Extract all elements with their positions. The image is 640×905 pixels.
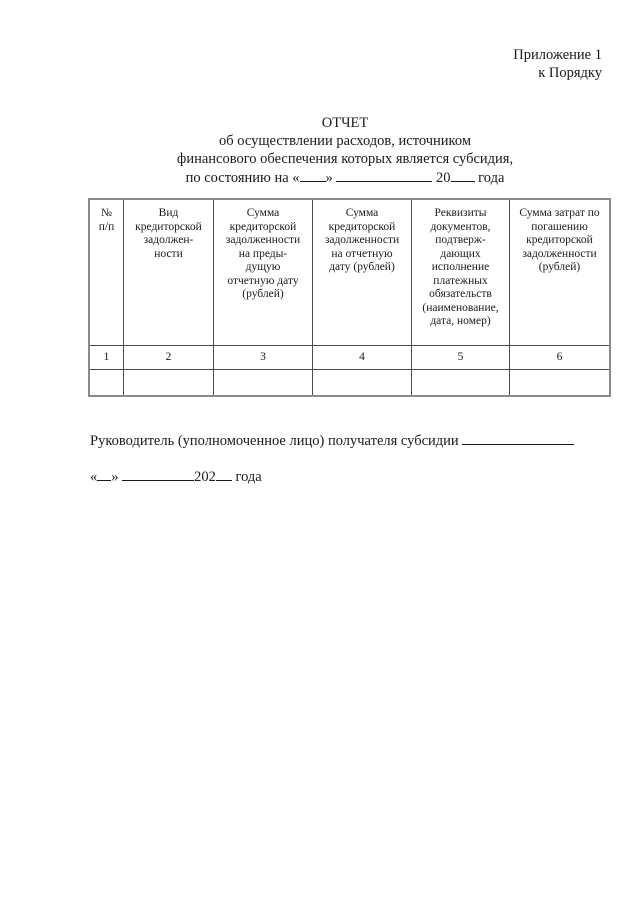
column-number-cell: 6 [510, 346, 611, 370]
header-text: кредиторской [135, 220, 202, 233]
header-cell-debt-type [124, 199, 214, 346]
date-open-quote: « [90, 469, 98, 485]
date-prefix: по состоянию на « [185, 170, 300, 186]
header-text: кредиторской [328, 220, 396, 233]
header-text: исполнение [431, 261, 490, 273]
table-cell[interactable] [89, 370, 124, 397]
column-number-cell: 3 [214, 346, 313, 370]
header-text: дающих [440, 247, 481, 260]
header-text: задолженности [522, 247, 597, 260]
header-text: отчетную дату [227, 274, 299, 287]
header-cell-repayment-costs [510, 199, 611, 346]
signing-year-prefix: 202 [194, 469, 216, 485]
header-text: Реквизиты [434, 207, 487, 219]
header-text: Сумма [345, 207, 379, 219]
header-text: п/п [98, 220, 115, 233]
header-text: на преды- [238, 247, 288, 260]
appendix-line-2: к Порядку [538, 65, 602, 81]
signing-date-suffix: года [235, 469, 262, 485]
signature-line [90, 431, 574, 450]
header-cell-prev-debt [214, 199, 313, 346]
header-text: № [101, 207, 112, 219]
header-text: Сумма затрат по [519, 207, 600, 219]
day-blank[interactable] [300, 168, 326, 182]
signing-day-blank[interactable] [97, 467, 111, 481]
table-cell[interactable] [412, 370, 510, 397]
appendix-line-1: Приложение 1 [513, 47, 602, 63]
report-table [88, 198, 611, 397]
header-text: дату (рублей) [329, 261, 395, 273]
column-number-cell: 1 [89, 346, 124, 370]
date-quote-close: » [325, 170, 333, 186]
column-number-row [89, 346, 610, 370]
header-text: кредиторской [526, 234, 593, 246]
header-text: задолженности [225, 234, 301, 246]
month-blank[interactable] [336, 168, 432, 182]
table-cell[interactable] [313, 370, 412, 397]
header-text: (наименование, [422, 301, 499, 314]
header-text: задолжен- [143, 234, 194, 246]
header-text: (рублей) [242, 288, 284, 300]
appendix-label [513, 46, 602, 82]
signature-blank[interactable] [462, 431, 574, 445]
signing-year-blank[interactable] [216, 467, 232, 481]
report-date-line [0, 168, 640, 187]
header-text: ности [154, 247, 183, 260]
header-text: (рублей) [538, 261, 581, 273]
header-text: обязательств [429, 288, 492, 300]
signing-date-line [90, 467, 262, 486]
header-cell-number [89, 199, 124, 346]
header-text: платежных [433, 274, 488, 287]
year-prefix: 20 [436, 170, 451, 186]
report-title-block [0, 114, 640, 187]
column-number-cell: 5 [412, 346, 510, 370]
header-text: Вид [158, 207, 179, 219]
header-cell-current-debt [313, 199, 412, 346]
header-text: документов, [430, 220, 491, 233]
report-subtitle-line-2: финансового обеспечения которых является субсидия, [176, 151, 514, 167]
report-heading: ОТЧЕТ [321, 115, 369, 131]
header-text: задолженности [324, 234, 400, 246]
report-subtitle-line-1: об осуществлении расходов, источником [219, 133, 471, 149]
header-text: подтверж- [435, 234, 486, 246]
signing-month-blank[interactable] [122, 467, 194, 481]
header-text: на отчетную [331, 247, 393, 260]
header-text: Сумма [246, 207, 280, 219]
column-number-cell: 4 [313, 346, 412, 370]
header-text: дата, номер) [430, 315, 491, 327]
signature-label: Руководитель (уполномоченное лицо) получателя субсидии [90, 433, 459, 449]
column-number-cell: 2 [124, 346, 214, 370]
table-header-row [89, 199, 610, 346]
header-text: кредиторской [229, 220, 297, 233]
header-text: дущую [245, 261, 281, 273]
table-row [89, 370, 610, 397]
year-blank[interactable] [451, 168, 475, 182]
table-cell[interactable] [124, 370, 214, 397]
table-cell[interactable] [510, 370, 611, 397]
header-cell-document-details [412, 199, 510, 346]
date-suffix: года [478, 170, 505, 186]
date-close-quote: » [111, 469, 119, 485]
header-text: погашению [531, 220, 588, 233]
table-cell[interactable] [214, 370, 313, 397]
